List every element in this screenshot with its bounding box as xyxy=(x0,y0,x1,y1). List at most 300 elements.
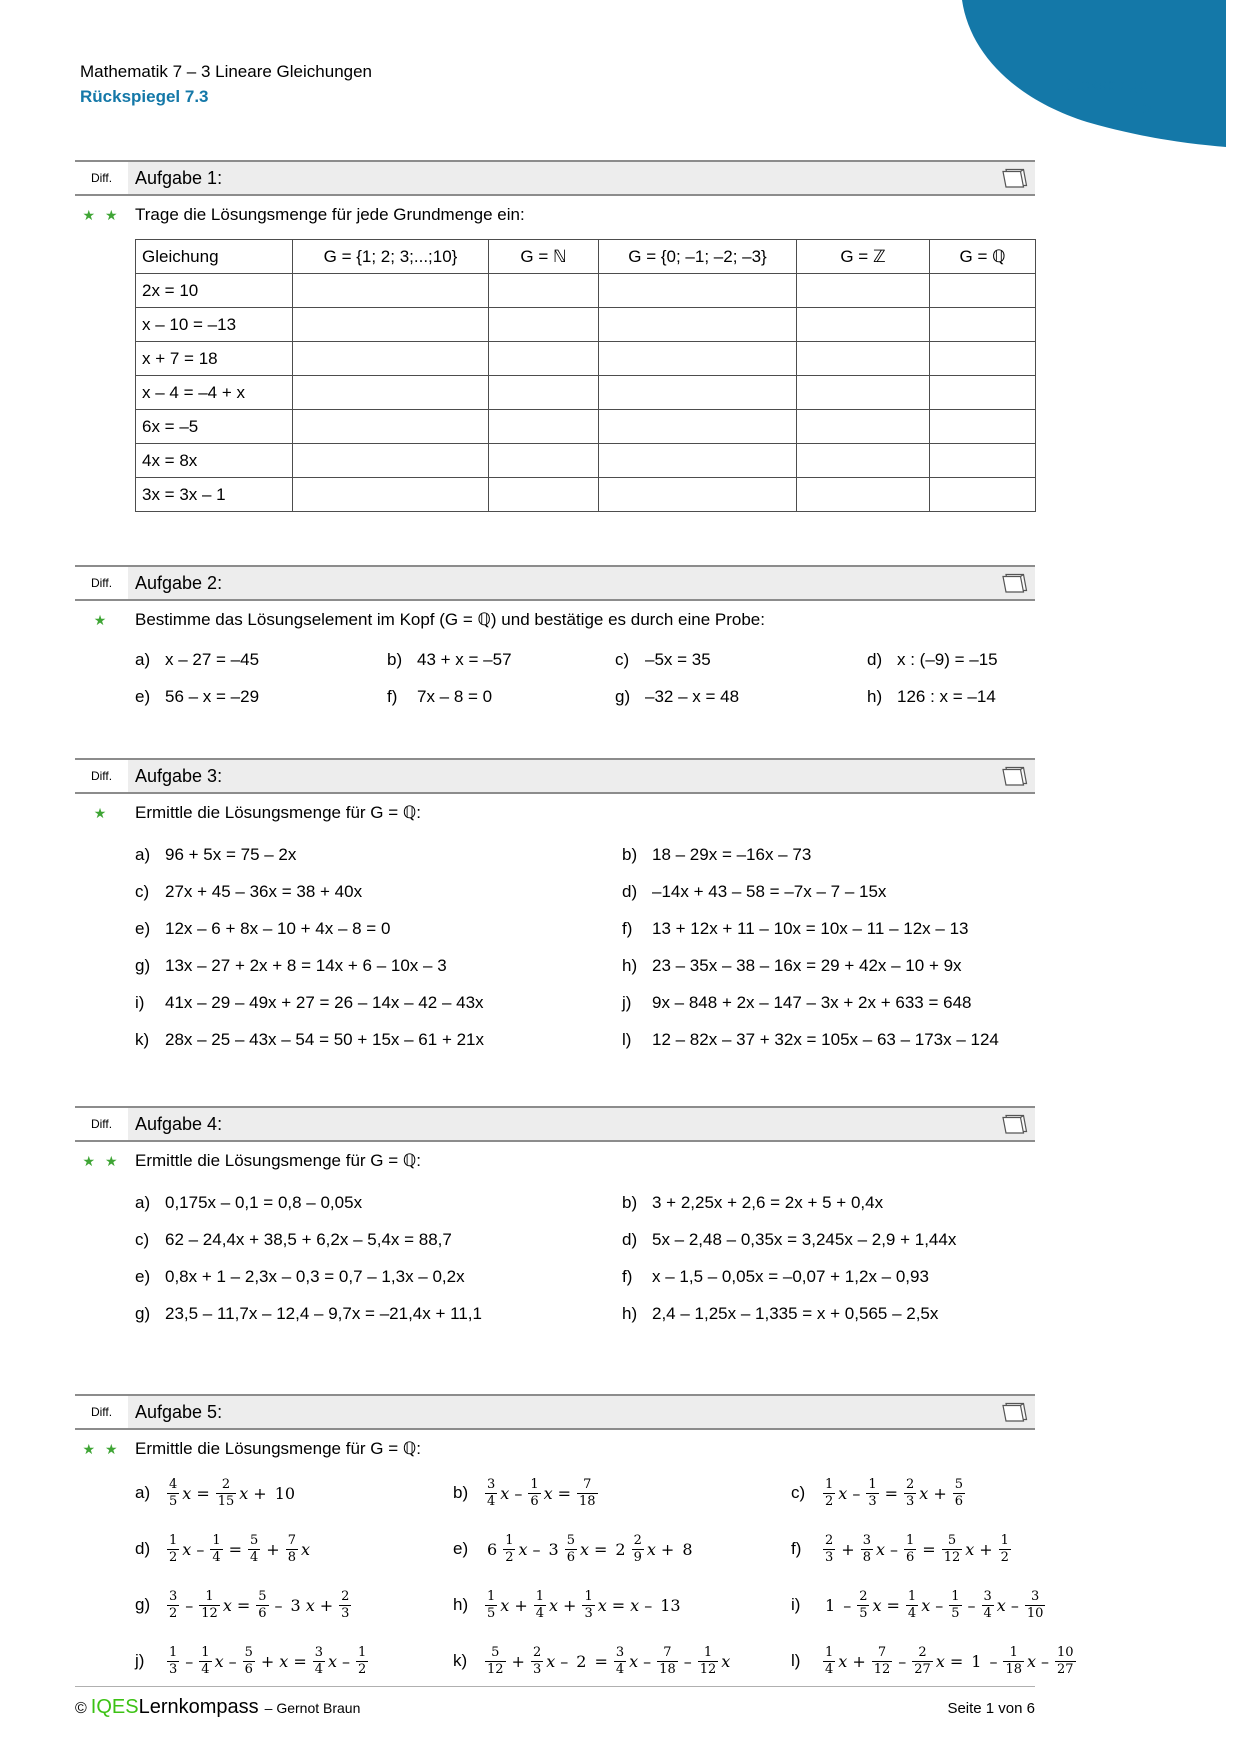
task-header xyxy=(75,160,1035,196)
variable: x xyxy=(597,1595,607,1615)
math-text: = xyxy=(611,1595,626,1615)
diff-label: Diff. xyxy=(75,1108,128,1140)
math-text: 8 xyxy=(682,1539,693,1559)
item-label: h) xyxy=(453,1595,469,1614)
item-label: e) xyxy=(135,919,151,938)
math-text: + xyxy=(253,1483,267,1503)
task-title-bar xyxy=(128,1108,1035,1140)
variable: x xyxy=(872,1595,882,1615)
variable: x xyxy=(500,1595,510,1615)
table-header: G = ℕ xyxy=(489,240,599,274)
math-text: + xyxy=(933,1483,947,1503)
fraction: $\frac{3}{10}$ xyxy=(1026,1588,1044,1621)
table-header: G = ℚ xyxy=(930,240,1036,274)
item-label: c) xyxy=(615,650,630,669)
task-content xyxy=(128,1430,1078,1684)
course-title: Mathematik 7 – 3 Lineare Gleichungen xyxy=(80,62,373,81)
math-text: = xyxy=(557,1483,572,1503)
math-text: + xyxy=(319,1595,334,1615)
item-label: h) xyxy=(622,956,638,975)
answer-cell xyxy=(930,308,1036,342)
math-equation-item xyxy=(791,1526,1078,1572)
math-text: – xyxy=(274,1595,283,1615)
equation-text: 43 + x = –57 xyxy=(417,650,512,669)
brand-name-black: Lernkompass xyxy=(138,1696,259,1718)
fraction: $\frac{3}{4}$ xyxy=(983,1588,992,1621)
variable: x xyxy=(838,1483,848,1503)
math-text: = xyxy=(236,1595,251,1615)
fraction: $\frac{5}{6}$ xyxy=(244,1644,253,1677)
answer-cell xyxy=(293,274,489,308)
equation-text: 18 – 29x = –16x – 73 xyxy=(652,845,812,864)
answer-cell xyxy=(489,376,599,410)
task-instruction: Ermittle die Lösungsmenge für G = ℚ: xyxy=(135,1439,421,1458)
answer-cell xyxy=(599,274,797,308)
task-section-2 xyxy=(75,565,1035,707)
math-equation-item xyxy=(791,1638,1078,1684)
task-section-3 xyxy=(75,758,1035,1050)
fraction: $\frac{2}{27}$ xyxy=(914,1644,931,1677)
item-label: b) xyxy=(387,650,403,669)
fraction: $\frac{1}{2}$ xyxy=(1000,1532,1009,1565)
answer-cell xyxy=(930,342,1036,376)
table-row xyxy=(136,376,1036,410)
item-label: l) xyxy=(791,1651,801,1670)
item-label: h) xyxy=(867,687,883,706)
math-text: – xyxy=(843,1595,852,1615)
item-label: i) xyxy=(791,1595,801,1614)
fraction: $\frac{1}{12}$ xyxy=(201,1588,218,1621)
math-text: – xyxy=(898,1651,907,1671)
table-row xyxy=(136,410,1036,444)
fraction: $\frac{1}{4}$ xyxy=(212,1532,221,1565)
fraction: $\frac{3}{2}$ xyxy=(169,1588,178,1621)
equation-text: –5x = 35 xyxy=(645,650,711,669)
fraction: $\frac{7}{18}$ xyxy=(659,1644,676,1677)
equation-text: 12x – 6 + 8x – 10 + 4x – 8 = 0 xyxy=(165,919,391,938)
equation-text: 0,175x – 0,1 = 0,8 – 0,05x xyxy=(165,1193,363,1212)
fraction: $\frac{1}{2}$ xyxy=(505,1532,514,1565)
math-equation-item xyxy=(135,1526,453,1572)
equation-item xyxy=(622,882,1035,902)
item-label: e) xyxy=(453,1539,469,1558)
equation-text: 27x + 45 – 36x = 38 + 40x xyxy=(165,882,363,901)
answer-cell xyxy=(599,410,797,444)
equation-text: 5x – 2,48 – 0,35x = 3,245x – 2,9 + 1,44x xyxy=(652,1230,957,1249)
item-label: g) xyxy=(615,687,631,706)
diff-label: Diff. xyxy=(75,1396,128,1428)
item-label: i) xyxy=(135,993,145,1012)
item-label: f) xyxy=(791,1539,802,1558)
answer-cell xyxy=(797,274,930,308)
variable: x xyxy=(838,1651,848,1671)
item-label: l) xyxy=(622,1030,632,1049)
variable: x xyxy=(646,1539,656,1559)
math-text: = xyxy=(886,1595,900,1615)
item-label: a) xyxy=(135,1193,151,1212)
fraction: $\frac{1}{2}$ xyxy=(169,1532,178,1565)
equation-item xyxy=(135,1193,622,1213)
math-equation-item xyxy=(453,1470,791,1516)
math-text: – xyxy=(644,1595,653,1615)
corner-label-line2: 7.3 xyxy=(1128,99,1152,119)
equation-text: 3 + 2,25x + 2,6 = 2x + 5 + 0,4x xyxy=(652,1193,884,1212)
math-text: + xyxy=(660,1539,675,1559)
item-label: d) xyxy=(867,650,883,669)
pages-icon xyxy=(999,1113,1029,1135)
math-text: – xyxy=(514,1483,523,1503)
answer-cell xyxy=(599,342,797,376)
equation-text: 9x – 848 + 2x – 147 – 3x + 2x + 633 = 648 xyxy=(652,993,972,1012)
item-label: g) xyxy=(135,956,151,975)
math-text: – xyxy=(683,1651,692,1671)
fraction: $\frac{1}{3}$ xyxy=(169,1644,178,1677)
equation-item xyxy=(622,1267,1035,1287)
variable: x xyxy=(300,1539,310,1559)
fraction: $\frac{2}{3}$ xyxy=(906,1476,915,1509)
answer-cell xyxy=(489,410,599,444)
item-label: b) xyxy=(622,1193,638,1212)
fraction: $\frac{5}{12}$ xyxy=(943,1532,961,1565)
equation-item xyxy=(387,687,615,707)
variable: x xyxy=(919,1483,929,1503)
fraction: $\frac{2}{9}$ xyxy=(633,1532,642,1565)
equation-text: 0,8x + 1 – 2,3x – 0,3 = 0,7 – 1,3x – 0,2x xyxy=(165,1267,465,1286)
equation-item xyxy=(867,687,1035,707)
equation-item xyxy=(135,1267,622,1287)
variable: x xyxy=(630,1595,640,1615)
variable: x xyxy=(546,1651,556,1671)
item-label: d) xyxy=(135,1539,151,1558)
item-label: j) xyxy=(622,993,632,1012)
difficulty-stars: ★ ★ xyxy=(82,1153,121,1169)
task-content xyxy=(128,196,1036,512)
equation-text xyxy=(483,1590,685,1620)
equation-item xyxy=(622,1030,1035,1050)
math-text: – xyxy=(890,1539,898,1559)
item-label: b) xyxy=(622,845,638,864)
math-text: = xyxy=(884,1483,898,1503)
task-instruction: Trage die Lösungsmenge für jede Grundmenge ein: xyxy=(135,205,525,224)
equation-text xyxy=(483,1478,600,1508)
corner-blob xyxy=(962,0,1226,149)
task-body xyxy=(75,1430,1074,1684)
table-header: G = {1; 2; 3;...;10} xyxy=(293,240,489,274)
item-label: d) xyxy=(622,882,638,901)
fraction: $\frac{1}{4}$ xyxy=(907,1588,917,1621)
equation-item xyxy=(622,956,1035,976)
variable: x xyxy=(500,1483,510,1503)
table-header: Gleichung xyxy=(136,240,293,274)
task-body xyxy=(75,794,1035,1050)
equation-text xyxy=(165,1478,299,1508)
fraction-equation-grid xyxy=(135,1470,1078,1684)
variable: x xyxy=(1026,1651,1037,1671)
equation-item xyxy=(135,1230,622,1250)
task-content xyxy=(128,794,1035,1050)
math-text: – xyxy=(852,1483,861,1503)
math-text: 10 xyxy=(274,1483,296,1503)
item-label: g) xyxy=(135,1304,151,1323)
task-body xyxy=(75,196,1035,512)
math-text: 2 xyxy=(615,1539,626,1559)
equation-text: 13 + 12x + 11 – 10x = 10x – 11 – 12x – 13 xyxy=(652,919,969,938)
table-header: G = {0; –1; –2; –3} xyxy=(599,240,797,274)
difficulty-stars: ★ xyxy=(93,612,110,628)
table-header: G = ℤ xyxy=(797,240,930,274)
equation-item xyxy=(135,919,622,939)
math-text: + xyxy=(841,1539,855,1559)
variable: x xyxy=(222,1595,232,1615)
math-text: 1 xyxy=(825,1595,836,1615)
task-instruction: Ermittle die Lösungsmenge für G = ℚ: xyxy=(135,803,421,822)
answer-cell xyxy=(797,410,930,444)
fraction: $\frac{1}{6}$ xyxy=(530,1476,539,1509)
pages-icon xyxy=(999,1401,1029,1423)
fraction: $\frac{1}{2}$ xyxy=(358,1644,367,1677)
task-content xyxy=(128,1142,1035,1324)
math-text: + xyxy=(563,1595,577,1615)
equation-item xyxy=(135,1030,622,1050)
variable: x xyxy=(875,1539,885,1559)
math-text: = xyxy=(949,1651,964,1671)
answer-cell xyxy=(293,376,489,410)
math-equation-item xyxy=(135,1638,453,1684)
math-text: 1 xyxy=(971,1651,982,1671)
task-title: Aufgabe 2: xyxy=(135,572,223,593)
answer-cell xyxy=(489,478,599,512)
fraction: $\frac{3}{4}$ xyxy=(487,1476,496,1509)
math-text: = xyxy=(293,1651,307,1671)
math-text: = xyxy=(594,1539,608,1559)
equation-item xyxy=(615,650,867,670)
math-equation-item xyxy=(791,1470,1078,1516)
item-label: k) xyxy=(135,1030,150,1049)
math-equation-item xyxy=(791,1582,1078,1628)
equation-text: x : (–9) = –15 xyxy=(897,650,998,669)
equation-text: 62 – 24,4x + 38,5 + 6,2x – 5,4x = 88,7 xyxy=(165,1230,452,1249)
answer-cell xyxy=(293,478,489,512)
math-text: – xyxy=(342,1651,351,1671)
author-name: – Gernot Braun xyxy=(264,1700,361,1716)
equation-item xyxy=(135,993,622,1013)
equation-grid xyxy=(135,1193,1035,1324)
answer-cell xyxy=(797,308,930,342)
copyright-icon: © xyxy=(75,1700,87,1717)
answer-cell xyxy=(599,376,797,410)
math-text: + xyxy=(979,1539,993,1559)
equation-text: 13x – 27 + 2x + 8 = 14x + 6 – 10x – 3 xyxy=(165,956,447,975)
answer-cell xyxy=(293,308,489,342)
math-text: + xyxy=(511,1651,525,1671)
math-text: 6 xyxy=(487,1539,498,1559)
page-number: Seite 1 von 6 xyxy=(947,1700,1035,1717)
task-content xyxy=(128,601,1035,707)
fraction: $\frac{3}{8}$ xyxy=(862,1532,871,1565)
fraction: $\frac{3}{4}$ xyxy=(615,1644,625,1677)
equation-text xyxy=(483,1534,697,1564)
fraction: $\frac{1}{4}$ xyxy=(201,1644,210,1677)
pages-icon xyxy=(999,167,1029,189)
answer-cell xyxy=(930,274,1036,308)
item-label: k) xyxy=(453,1651,468,1670)
fraction: $\frac{1}{5}$ xyxy=(487,1588,496,1621)
task-instruction: Ermittle die Lösungsmenge für G = ℚ: xyxy=(135,1151,421,1170)
equation-text xyxy=(821,1534,1013,1564)
equation-text: –32 – x = 48 xyxy=(645,687,740,706)
equation-item xyxy=(622,845,1035,865)
item-label: b) xyxy=(453,1483,469,1502)
math-text: – xyxy=(935,1595,944,1615)
item-label: h) xyxy=(622,1304,638,1323)
diff-label: Diff. xyxy=(75,567,128,599)
equation-text xyxy=(821,1478,967,1508)
task-title-bar xyxy=(128,162,1035,194)
page-header xyxy=(80,62,372,107)
answer-cell xyxy=(489,274,599,308)
equation-text: 23 – 35x – 38 – 16x = 29 + 42x – 10 + 9x xyxy=(652,956,962,975)
item-label: c) xyxy=(135,882,150,901)
task-title-bar xyxy=(128,1396,1035,1428)
answer-cell xyxy=(930,444,1036,478)
equation-cell: 3x = 3x – 1 xyxy=(136,478,293,512)
math-text: 2 xyxy=(576,1651,587,1671)
equation-item xyxy=(622,919,1035,939)
solution-table xyxy=(135,239,1036,512)
fraction: $\frac{2}{15}$ xyxy=(217,1476,235,1509)
item-label: j) xyxy=(135,1651,145,1670)
math-text: – xyxy=(185,1595,194,1615)
task-title-bar xyxy=(128,760,1035,792)
answer-cell xyxy=(930,410,1036,444)
task-section-5 xyxy=(75,1394,1074,1684)
equation-text: 41x – 29 – 49x + 27 = 26 – 14x – 42 – 43x xyxy=(165,993,484,1012)
equation-text: –14x + 43 – 58 = –7x – 7 – 15x xyxy=(652,882,887,901)
math-text: 13 xyxy=(660,1595,681,1615)
equation-text xyxy=(165,1590,353,1620)
variable: x xyxy=(328,1651,338,1671)
equation-item xyxy=(135,687,387,707)
variable: x xyxy=(721,1651,731,1671)
equation-item xyxy=(387,650,615,670)
corner-label-line1: Rückspiegel xyxy=(1059,75,1152,94)
answer-cell xyxy=(293,410,489,444)
answer-cell xyxy=(599,308,797,342)
fraction: $\frac{10}{27}$ xyxy=(1057,1644,1074,1677)
pages-icon xyxy=(999,572,1029,594)
equation-text: 23,5 – 11,7x – 12,4 – 9,7x = –21,4x + 11,1 xyxy=(165,1304,482,1323)
task-title: Aufgabe 1: xyxy=(135,167,223,188)
variable: x xyxy=(543,1483,553,1503)
difficulty-stars: ★ xyxy=(93,805,110,821)
equation-text: 96 + 5x = 75 – 2x xyxy=(165,845,297,864)
item-label: a) xyxy=(135,845,151,864)
task-title: Aufgabe 3: xyxy=(135,765,223,786)
variable: x xyxy=(629,1651,639,1671)
fraction: $\frac{3}{4}$ xyxy=(314,1644,323,1677)
equation-grid xyxy=(135,650,1035,707)
answer-cell xyxy=(489,308,599,342)
item-label: d) xyxy=(622,1230,638,1249)
equation-cell: x + 7 = 18 xyxy=(136,342,293,376)
brand-logo xyxy=(75,1696,360,1719)
fraction: $\frac{4}{5}$ xyxy=(169,1476,178,1509)
table-row xyxy=(136,444,1036,478)
answer-cell xyxy=(599,444,797,478)
equation-text: 12 – 82x – 37 + 32x = 105x – 63 – 173x – 124 xyxy=(652,1030,999,1049)
task-instruction: Bestimme das Lösungselement im Kopf (G = ℚ) und bestätige es durch eine Probe: xyxy=(135,610,765,629)
task-title-bar xyxy=(128,567,1035,599)
variable: x xyxy=(965,1539,975,1559)
item-label: c) xyxy=(791,1483,806,1502)
item-label: a) xyxy=(135,1483,151,1502)
answer-cell xyxy=(797,478,930,512)
worksheet-subtitle: Rückspiegel 7.3 xyxy=(80,87,209,106)
equation-item xyxy=(135,1304,622,1324)
equation-item xyxy=(135,882,622,902)
equation-item xyxy=(135,845,622,865)
equation-cell: 2x = 10 xyxy=(136,274,293,308)
task-title: Aufgabe 4: xyxy=(135,1113,223,1134)
math-text: 3 xyxy=(548,1539,559,1559)
variable: x xyxy=(518,1539,528,1559)
item-label: g) xyxy=(135,1595,151,1614)
equation-text: 126 : x = –14 xyxy=(897,687,996,706)
fraction: $\frac{1}{3}$ xyxy=(868,1476,877,1509)
fraction: $\frac{1}{3}$ xyxy=(584,1588,593,1621)
task-body xyxy=(75,601,1035,707)
variable: x xyxy=(182,1539,192,1559)
math-text: = xyxy=(594,1651,608,1671)
fraction: $\frac{7}{12}$ xyxy=(873,1644,891,1677)
math-text: 3 xyxy=(290,1595,301,1615)
fraction: $\frac{7}{18}$ xyxy=(579,1476,596,1509)
item-label: a) xyxy=(135,650,151,669)
math-text: – xyxy=(185,1651,194,1671)
difficulty-stars: ★ ★ xyxy=(82,207,121,223)
fraction: $\frac{1}{12}$ xyxy=(699,1644,717,1677)
fraction: $\frac{2}{5}$ xyxy=(859,1588,868,1621)
answer-cell xyxy=(489,342,599,376)
variable: x xyxy=(214,1651,224,1671)
fraction: $\frac{5}{6}$ xyxy=(954,1476,963,1509)
pages-icon xyxy=(999,765,1029,787)
fraction: $\frac{1}{18}$ xyxy=(1005,1644,1022,1677)
task-header xyxy=(75,1394,1035,1430)
difficulty-stars: ★ ★ xyxy=(82,1441,121,1457)
table-row xyxy=(136,478,1036,512)
answer-cell xyxy=(797,376,930,410)
equation-cell: 6x = –5 xyxy=(136,410,293,444)
fraction: $\frac{5}{4}$ xyxy=(250,1532,259,1565)
math-equation-item xyxy=(135,1582,453,1628)
math-text: = xyxy=(228,1539,242,1559)
item-label: c) xyxy=(135,1230,150,1249)
equation-item xyxy=(867,650,1035,670)
math-equation-item xyxy=(453,1582,791,1628)
diff-label: Diff. xyxy=(75,760,128,792)
variable: x xyxy=(305,1595,315,1615)
item-label: f) xyxy=(622,1267,633,1286)
equation-text: 56 – x = –29 xyxy=(165,687,260,706)
variable: x xyxy=(182,1483,192,1503)
equation-item xyxy=(622,1193,1035,1213)
item-label: f) xyxy=(387,687,398,706)
equation-text xyxy=(821,1646,1078,1676)
equation-text xyxy=(483,1646,731,1676)
equation-cell: x – 10 = –13 xyxy=(136,308,293,342)
task-section-1 xyxy=(75,160,1035,512)
